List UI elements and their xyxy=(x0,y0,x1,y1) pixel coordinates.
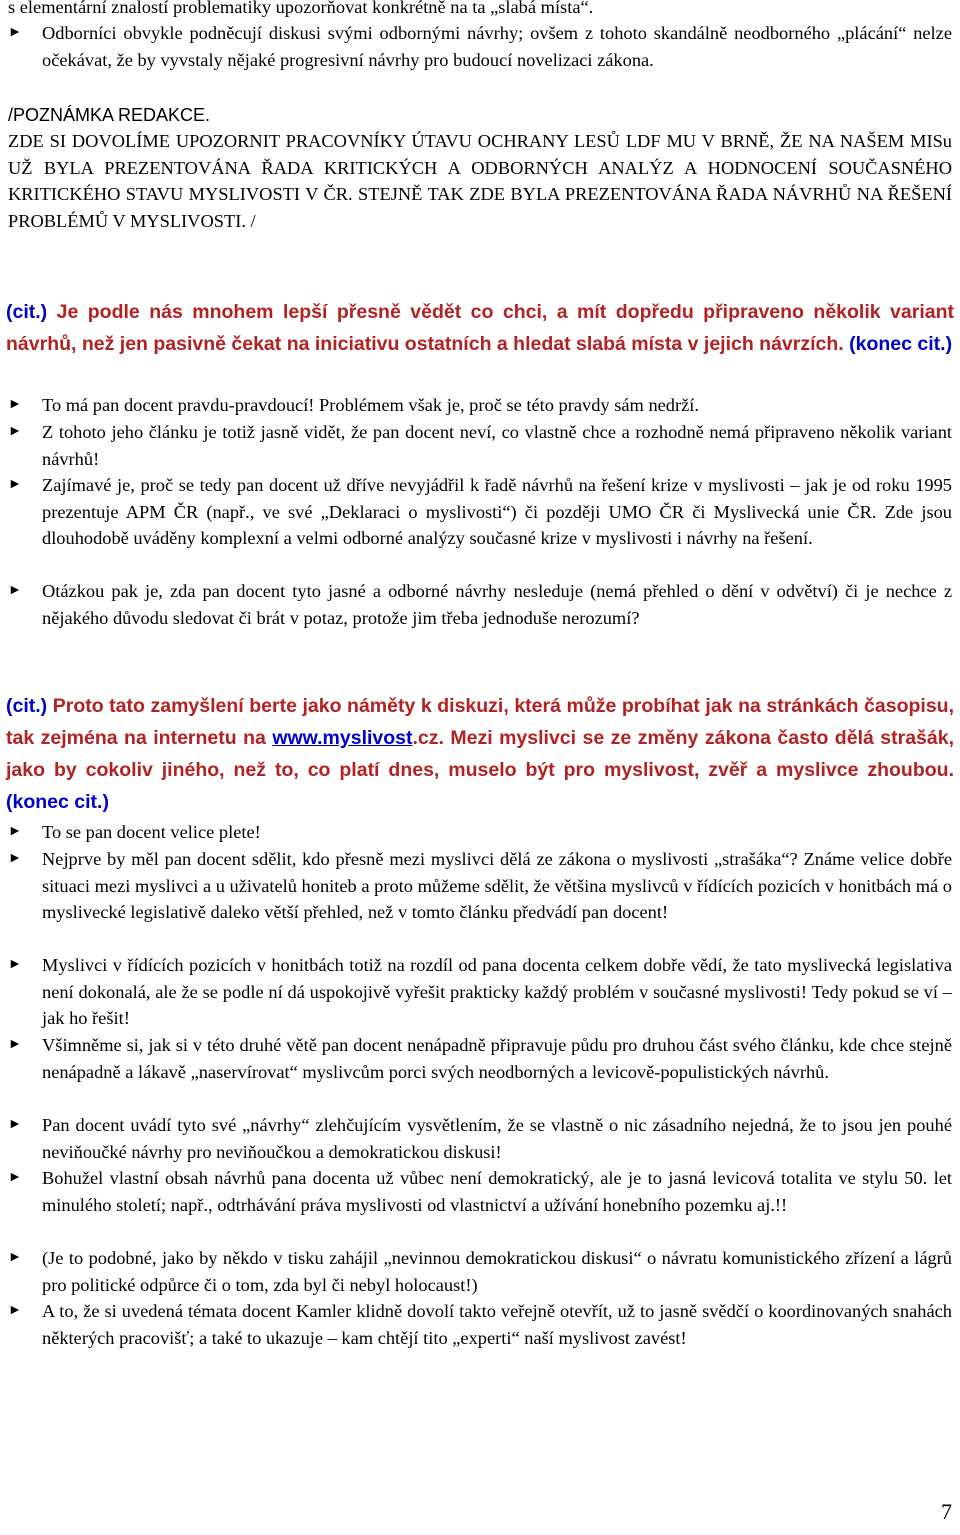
list-item-text: Bohužel vlastní obsah návrhů pana docenta už vůbec není demokratický, ale je to jasná levicová totalita ve stylu 50. let minulého století; např., odtrhávání práva myslivosti od vlastnictví a užívání honebního pozemku aj.!! xyxy=(42,1168,952,1215)
list-item xyxy=(8,1245,952,1298)
bullet-arrow-icon: ► xyxy=(8,25,22,40)
list-item xyxy=(8,472,952,552)
list-item-text: (Je to podobné, jako by někdo v tisku zahájil „nevinnou demokratickou diskusi“ o návratu komunistického zřízení a lágrů pro politické odpůrce či o tom, zda byl či nebyl holocaust!) xyxy=(42,1248,952,1295)
citation-text: Proto tato zamyšlení berte jako náměty k diskuzi, která může probíhat jak na stránkách časopisu, tak zejména na internetu na xyxy=(6,695,954,749)
list-item xyxy=(8,20,952,73)
bullet-arrow-icon: ► xyxy=(8,824,22,839)
citation-close: (konec cit.) xyxy=(6,791,109,813)
bullet-arrow-icon: ► xyxy=(8,583,22,598)
list-item-text: Z tohoto jeho článku je totiž jasně vidět, že pan docent neví, co vlastně chce a rozhodně nemá připraveno několik variant návrhů! xyxy=(42,422,952,469)
bullet-arrow-icon: ► xyxy=(8,424,22,439)
list-item xyxy=(8,952,952,1032)
citation-block xyxy=(6,296,954,360)
paragraph-continuation: s elementární znalostí problematiky upozorňovat konkrétně na ta „slabá místa“. xyxy=(8,0,594,17)
list-item-text: To má pan docent pravdu-pravdoucí! Problémem však je, proč se této pravdy sám nedrží. xyxy=(42,395,699,415)
citation-text: Je podle nás mnohem lepší přesně vědět co chci, a mít dopředu připraveno několik variant návrhů, než jen pasivně čekat na iniciativu ostatních a hledat slabá místa v jejich návrzích. xyxy=(6,301,954,355)
website-link[interactable]: www.myslivost xyxy=(272,727,413,749)
list-item-text: Otázkou pak je, zda pan docent tyto jasné a odborné návrhy nesleduje (nemá přehled o dění v odvětví) či je nechce z nějakého důvodu sledovat či brát v potaz, protože jim třeba jednoduše nerozumí? xyxy=(42,581,952,628)
list-item-text: Pan docent uvádí tyto své „návrhy“ zlehčujícím vysvětlením, že se vlastně o nic zásadního nejedná, že to jsou jen pouhé neviňoučké návrhy pro neviňoučkou a demokratickou diskusi! xyxy=(42,1115,952,1162)
list-item xyxy=(8,578,952,631)
list-item xyxy=(8,392,952,419)
list-item-text: Nejprve by měl pan docent sdělit, kdo přesně mezi myslivci dělá ze zákona o myslivosti „strašáka“? Známe velice dobře situaci mezi myslivci a u uživatelů honiteb a proto můžeme sdělit, že většina myslivců v řídících pozicích v honitbách má o myslivecké legislativě daleko větší přehled, než v tomto článku předvádí pan docent! xyxy=(42,849,952,922)
list-item xyxy=(8,1112,952,1165)
list-item xyxy=(8,846,952,926)
bullet-arrow-icon: ► xyxy=(8,1117,22,1132)
list-item-text: Zajímavé je, proč se tedy pan docent už dříve nevyjádřil k řadě návrhů na řešení krize v myslivosti – jak je od roku 1995 prezentuje APM ČR (např., ve své „Deklaraci o myslivosti“) či později UMO ČR či Myslivecká unie ČR. Zde jsou dlouhodobě uváděny komplexní a velmi odborné analýzy současné krize v myslivosti i návrhy na řešení. xyxy=(42,475,952,548)
bullet-arrow-icon: ► xyxy=(8,397,22,412)
bullet-arrow-icon: ► xyxy=(8,1170,22,1185)
list-item xyxy=(8,419,952,472)
editor-note-body: ZDE SI DOVOLÍME UPOZORNIT PRACOVNÍKY ÚTAVU OCHRANY LESŮ LDF MU V BRNĚ, ŽE NA NAŠEM MISu UŽ BYLA PREZENTOVÁNA ŘADA KRITICKÝCH A ODBORNÝCH ANALÝZ A HODNOCENÍ SOUČASNÉHO KRITICKÉHO STAVU MYSLIVOSTI V ČR. STEJNĚ TAK ZDE BYLA PREZENTOVÁNA ŘADA NÁVRHŮ NA ŘEŠENÍ PROBLÉMŮ V MYSLIVOSTI. / xyxy=(8,131,952,231)
list-item-text: Myslivci v řídících pozicích v honitbách totiž na rozdíl od pana docenta celkem dobře vědí, že tato myslivecká legislativa není dokonalá, ale že se podle ní dá uspokojivě vyřešit prakticky každý problém v současné myslivosti! Tedy pokud se ví – jak ho řešit! xyxy=(42,955,952,1028)
bullet-arrow-icon: ► xyxy=(8,1303,22,1318)
citation-open: (cit.) xyxy=(6,695,48,717)
bullet-arrow-icon: ► xyxy=(8,957,22,972)
list-item-text: Odborníci obvykle podněcují diskusi svými odbornými návrhy; ovšem z tohoto skandálně neodborného „plácání“ nelze očekávat, že by vyvstaly nějaké progresivní návrhy pro budoucí novelizaci zákona. xyxy=(42,23,952,70)
list-item xyxy=(8,1298,952,1351)
list-item-text: To se pan docent velice plete! xyxy=(42,822,261,842)
list-item-text: Všimněme si, jak si v této druhé větě pan docent nenápadně připravuje půdu pro druhou část svého článku, kde chce stejně nenápadně a lákavě „naservírovat“ myslivcům porci svých neodborných a levicově-populistických návrhů. xyxy=(42,1035,952,1082)
citation-open: (cit.) xyxy=(6,301,48,323)
page-number: 7 xyxy=(941,1499,952,1524)
citation-close: (konec cit.) xyxy=(849,333,953,355)
bullet-arrow-icon: ► xyxy=(8,477,22,492)
list-item xyxy=(8,1032,952,1085)
editor-note-heading: /POZNÁMKA REDAKCE. xyxy=(8,105,211,125)
bullet-arrow-icon: ► xyxy=(8,1037,22,1052)
citation-text: .cz. Mezi myslivci se ze změny zákona často dělá strašák, jako by cokoliv jiného, než to, co platí dnes, muselo být pro myslivost, zvěř a myslivce zhoubou. xyxy=(6,727,955,781)
list-item-text: A to, že si uvedená témata docent Kamler klidně dovolí takto veřejně otevřít, už to jasně svědčí o koordinovaných snahách některých pracovišť; a také to ukazuje – kam chtějí tito „experti“ naší myslivost zavést! xyxy=(42,1301,952,1348)
bullet-arrow-icon: ► xyxy=(8,1250,22,1265)
citation-block xyxy=(6,690,954,818)
list-item xyxy=(8,819,952,846)
list-item xyxy=(8,1165,952,1218)
bullet-arrow-icon: ► xyxy=(8,851,22,866)
